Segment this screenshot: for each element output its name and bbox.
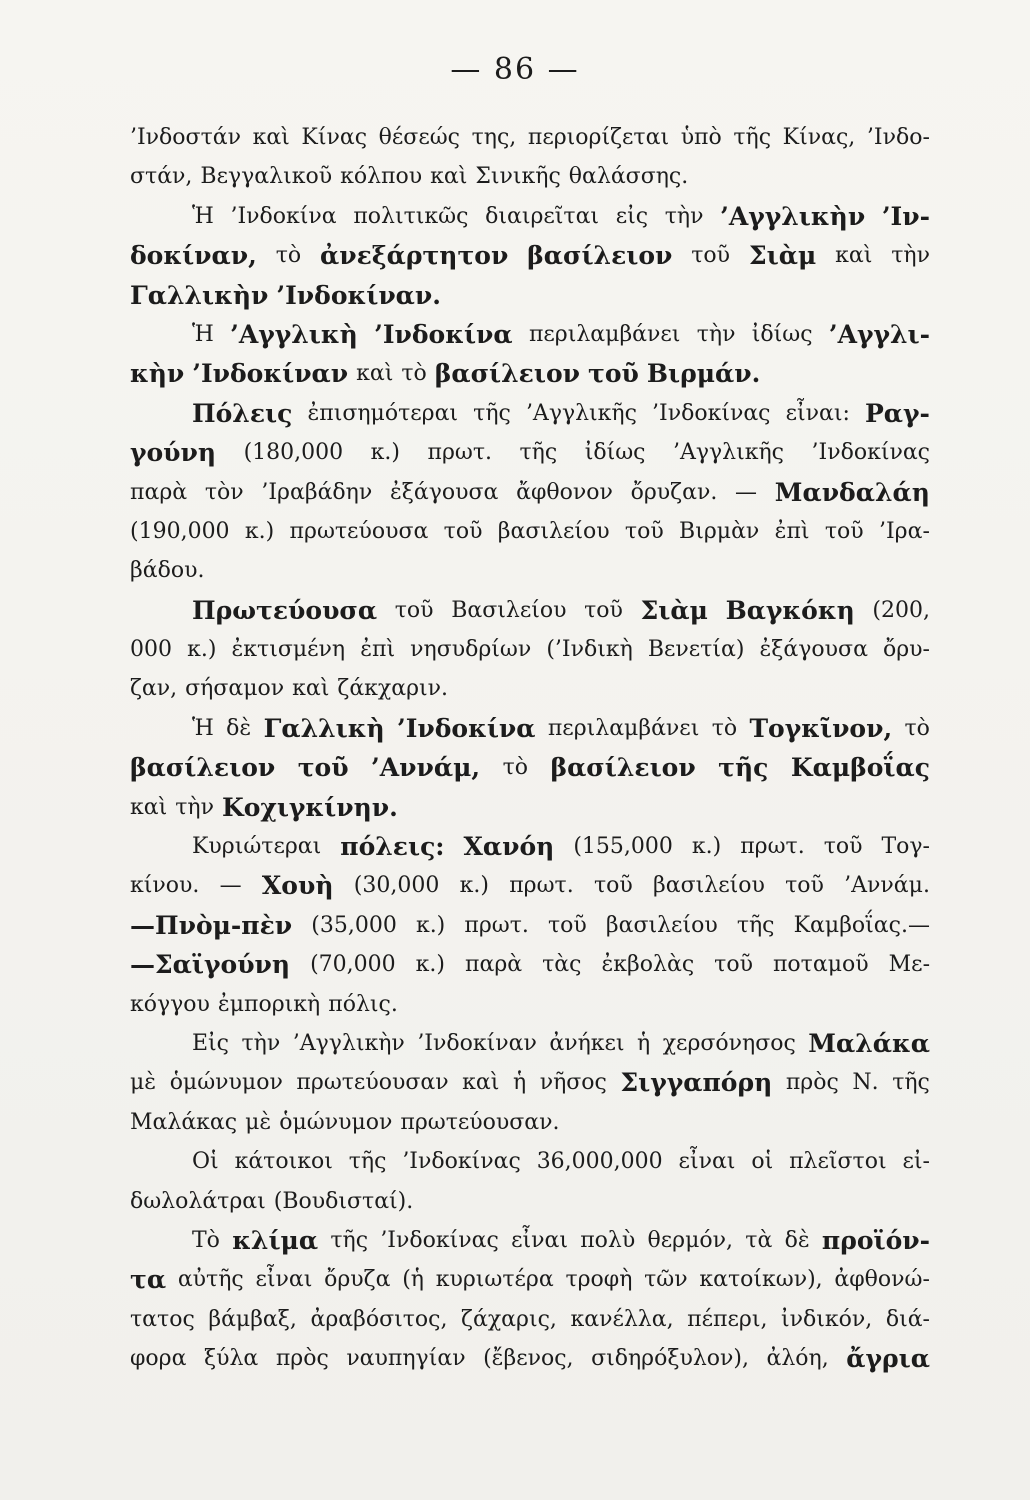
word: τοῦ — [584, 597, 623, 623]
word: (190,000 — [130, 518, 230, 544]
text-line — [130, 827, 930, 866]
word: πρὸς — [275, 1346, 329, 1372]
word: Καμβοΐας.— — [793, 912, 930, 938]
word: Χουὴ — [261, 871, 334, 901]
word: καὶ — [430, 164, 468, 190]
word: Πρωτεύουσα — [192, 595, 378, 625]
word: βάδου. — [130, 558, 205, 584]
word: ἐπὶ — [360, 637, 396, 663]
word: τα — [130, 1265, 167, 1295]
word: τοῦ — [624, 518, 664, 544]
word: 36,000,000 — [536, 1149, 663, 1175]
word: — — [735, 479, 758, 505]
word: κατοίκων), — [699, 1267, 823, 1293]
word: τῆς — [348, 1149, 387, 1175]
word: Κοχιγκίνην. — [221, 792, 398, 822]
word: (ἔβενος, — [483, 1346, 574, 1372]
word: (Βουδισταί). — [273, 1188, 414, 1214]
text-line — [130, 551, 930, 590]
text-line — [130, 985, 930, 1024]
word: ’Αγγλικῆς — [673, 440, 784, 466]
word: ’Αγγλι- — [828, 319, 930, 349]
word: Τογκῖνον, — [749, 713, 893, 743]
word: τοῦ — [297, 753, 349, 783]
word: κ.) — [691, 834, 722, 860]
word: περιορίζεται — [527, 125, 670, 150]
word: ἐκτισμένη — [231, 637, 346, 663]
word: ὁμώνυμον — [169, 1070, 283, 1096]
word: ’Ινδοκίναν. — [276, 280, 441, 310]
word: καὶ — [356, 361, 394, 387]
word: πρωτ. — [427, 440, 492, 466]
word: ὁμώνυμον — [279, 1109, 393, 1135]
word: τὰς — [542, 952, 582, 978]
word: κλίμα — [232, 1225, 319, 1255]
word: Ραγ- — [865, 398, 930, 428]
word: Τογ- — [881, 834, 930, 860]
word: Κίνας, — [782, 125, 856, 150]
word: ἐμπορικὴ — [217, 991, 321, 1017]
word: Βαγκόκη — [725, 595, 855, 625]
word: τοῦ — [394, 597, 434, 623]
word: κάτοικοι — [234, 1149, 333, 1175]
word: τὴν — [664, 203, 704, 229]
word: Οἱ — [192, 1149, 219, 1175]
word: —Πνὸμ-πὲν — [130, 910, 293, 940]
word: τοῦ — [823, 834, 863, 860]
word: καὶ — [292, 676, 330, 702]
word: τὰ — [745, 1227, 773, 1253]
word: πρὸς — [785, 1070, 839, 1096]
word: ’Ινδοκίνα — [396, 713, 536, 743]
word: αὐτῆς — [177, 1267, 244, 1293]
word: ’Αννάμ, — [371, 753, 481, 783]
text-line — [130, 512, 930, 551]
word: ’Αγγλικὴν — [720, 201, 866, 231]
word: σιδηρόξυλον), — [591, 1346, 749, 1372]
word: τὸ — [275, 243, 302, 269]
word: Χανόη — [463, 832, 555, 862]
word: ἐκβολὰς — [601, 952, 695, 978]
word: πέπερι, — [687, 1306, 768, 1332]
word: δοκίναν, — [130, 241, 257, 271]
text-line — [130, 197, 930, 236]
word: 000 — [130, 637, 172, 663]
word: γούνη — [130, 438, 217, 468]
word: τοῦ — [824, 518, 864, 544]
text-line — [130, 315, 930, 354]
word: τῆς — [330, 1227, 369, 1253]
word: Βιρμάν. — [646, 359, 761, 389]
word: τὴν — [696, 321, 736, 347]
word: Σιὰμ — [640, 595, 708, 625]
word: κ.) — [187, 637, 217, 663]
word: Ἡ — [192, 203, 214, 229]
word: ’Αννάμ. — [844, 873, 930, 899]
word: βασιλείου — [497, 518, 610, 544]
word: Σινικῆς — [475, 164, 561, 190]
word: καὶ — [130, 794, 168, 820]
word: ἡ — [637, 1030, 651, 1056]
text-line — [130, 709, 930, 748]
word: ἀνεξάρτητον — [320, 241, 509, 271]
word: νῆσος — [539, 1070, 607, 1096]
word: διαιρεῖται — [485, 203, 600, 229]
word: εἶναι — [255, 1267, 313, 1293]
word: καὶ — [462, 1070, 500, 1096]
word: πρωτ. — [509, 873, 574, 899]
word: θέσεώς — [378, 125, 460, 150]
word: τῆς — [736, 912, 775, 938]
word: κ.) — [415, 952, 445, 978]
word: εἶναι: — [785, 400, 850, 426]
word: νησυδρίων — [410, 637, 532, 663]
word: ὄρυζαν. — [630, 479, 718, 505]
word: μὲ — [130, 1070, 157, 1096]
text-line — [130, 788, 930, 827]
word: ’Ινδοκίνας — [380, 1227, 499, 1253]
word: κ.) — [459, 873, 489, 899]
text-line — [130, 1300, 930, 1339]
text-line — [130, 1339, 930, 1378]
word: τὸ — [711, 715, 738, 741]
word: δωλολάτραι — [130, 1188, 266, 1214]
word: (ἡ — [402, 1267, 424, 1293]
text-line — [130, 473, 930, 512]
word: Ἡ — [192, 321, 214, 347]
word: τῆς — [519, 440, 558, 466]
word: ’Αγγλικῆς — [525, 400, 637, 426]
word: τατος — [130, 1306, 195, 1332]
word: πρωτ. — [464, 912, 529, 938]
word: χερσόνησος — [662, 1030, 796, 1056]
text-line — [130, 1260, 930, 1299]
word: ’Ιν- — [881, 201, 930, 231]
word: ζάκχαριν. — [337, 676, 449, 702]
word: ἐξάγουσα — [759, 637, 868, 663]
word: ’Ινδοκίνας — [402, 1149, 521, 1175]
word: ἐπισημότεραι — [307, 400, 459, 426]
word: ὄρυζα — [324, 1267, 391, 1293]
word: βασίλειον — [434, 359, 580, 389]
word: τῆς — [718, 753, 769, 783]
word: τὸ — [904, 715, 930, 741]
word: βασιλείου — [605, 912, 718, 938]
text-line — [130, 1221, 930, 1260]
word: κίνου. — [130, 873, 200, 899]
word: ’Ινδοστάν — [130, 125, 241, 150]
word: Εἰς — [192, 1030, 230, 1056]
word: φορα — [130, 1346, 187, 1372]
word: Ἡ — [192, 715, 214, 741]
text-line — [130, 1182, 930, 1221]
word: Γαλλικὴν — [130, 280, 269, 310]
word: εἶναι — [511, 1227, 568, 1253]
word: τροφὴ — [565, 1267, 633, 1293]
word: ὑπὸ — [680, 125, 722, 150]
word: ζάχαρις, — [461, 1306, 557, 1332]
text-line — [130, 945, 930, 984]
word: ἀνήκει — [549, 1030, 625, 1056]
word: παρὰ — [465, 952, 523, 978]
word: περιλαμβάνει — [547, 715, 700, 741]
text-line — [130, 591, 930, 630]
text-line — [130, 433, 930, 472]
word: (155,000 — [573, 834, 673, 860]
word: κὴν — [130, 359, 185, 389]
word: ’Ινδοκίνας — [811, 440, 930, 466]
text-line — [130, 1024, 930, 1063]
word: ἐπὶ — [774, 518, 810, 544]
word: ἰδίως — [584, 440, 646, 466]
word: ἄγρια — [846, 1344, 930, 1374]
word: ὄρυ- — [883, 637, 930, 663]
text-line — [130, 906, 930, 945]
word: εἰς — [615, 203, 649, 229]
word: τοῦ — [785, 873, 824, 899]
word: ’Αγγλικὴ — [230, 319, 358, 349]
text-line — [130, 1063, 930, 1102]
word: κ.) — [244, 518, 275, 544]
word: ναυπηγίαν — [346, 1346, 466, 1372]
word: Κυριώτεραι — [192, 834, 322, 860]
page-number: — 86 — — [450, 52, 580, 87]
word: ’Ιραβάδην — [261, 479, 373, 505]
word: Κίνας — [301, 125, 368, 150]
word: Γαλλικὴ — [263, 713, 385, 743]
word: βασίλειον — [130, 753, 276, 783]
word: ’Ινδοκίνα — [374, 319, 513, 349]
word: της, — [471, 125, 517, 150]
word: Βασιλείου — [451, 597, 567, 623]
word: πρωτεύουσαν — [296, 1070, 449, 1096]
word: μὲ — [245, 1109, 272, 1135]
word: κόλπου — [340, 164, 423, 190]
word: τὸ — [502, 755, 528, 781]
word: (180,000 — [243, 440, 344, 466]
word: ἄφθονον — [516, 479, 613, 505]
word: ποταμοῦ — [772, 952, 869, 978]
word: βασιλείου — [653, 873, 765, 899]
word: τῆς — [892, 1070, 930, 1096]
word: Ν. — [852, 1070, 879, 1096]
word: —Σαϊγούνη — [130, 950, 291, 980]
word: οἱ — [751, 1149, 774, 1175]
text-line — [130, 157, 930, 196]
word: καὶ — [252, 125, 290, 150]
word: Βεγγαλικοῦ — [200, 164, 333, 190]
word: Μανδαλάη — [774, 477, 930, 507]
word: τοῦ — [588, 359, 639, 389]
word: (35,000 — [311, 912, 397, 938]
word: τὴν — [241, 1030, 281, 1056]
word: εἶναι — [678, 1149, 736, 1175]
word: κ.) — [370, 440, 400, 466]
text-line — [130, 630, 930, 669]
body-text — [130, 118, 930, 1379]
word: Καμβοΐας — [790, 753, 930, 783]
word: ἡ — [512, 1070, 527, 1096]
word: βασίλειον — [550, 753, 696, 783]
word: πόλις. — [328, 991, 398, 1017]
word: ’Ινδο- — [866, 125, 930, 150]
text-line — [130, 354, 930, 393]
word: διά- — [885, 1306, 930, 1332]
text-line — [130, 866, 930, 905]
word: πρωτεύουσα — [289, 518, 429, 544]
text-line — [130, 1142, 930, 1181]
word: ἀλόη, — [766, 1346, 829, 1372]
word: στάν, — [130, 164, 193, 190]
word: Μαλάκας — [130, 1109, 238, 1135]
word: ἐξάγουσα — [389, 479, 499, 505]
text-line — [130, 394, 930, 433]
word: προϊόν- — [821, 1225, 930, 1255]
word: κυριωτέρα — [435, 1267, 554, 1293]
word: τῶν — [644, 1267, 688, 1293]
word: παρὰ — [130, 479, 188, 505]
word: ξύλα — [203, 1346, 259, 1372]
word: Σιγγαπόρη — [620, 1068, 773, 1098]
word: ’Ινδοκίναν — [192, 359, 349, 389]
word: καὶ — [835, 243, 873, 269]
word: ἀραβόσιτος, — [310, 1306, 448, 1332]
word: πρωτ. — [740, 834, 805, 860]
word: ἰδίως — [751, 321, 813, 347]
word: κόγγου — [130, 991, 210, 1017]
word: τὴν — [891, 243, 930, 269]
word: Πόλεις — [192, 398, 293, 428]
word: Μαλάκα — [808, 1028, 930, 1058]
word: Βιρμὰν — [679, 518, 760, 544]
word: τὸ — [401, 361, 427, 387]
word: ’Ινδοκίνας — [652, 400, 771, 426]
word: περιλαμβάνει — [528, 321, 681, 347]
word: ἰνδικόν, — [781, 1306, 873, 1332]
text-line — [130, 276, 930, 315]
word: (30,000 — [353, 873, 440, 899]
word: (’Ινδικὴ — [546, 637, 633, 663]
word: πρωτεύουσαν. — [400, 1109, 560, 1135]
word: πόλεις: — [340, 832, 445, 862]
word: (70,000 — [310, 952, 396, 978]
text-line — [130, 669, 930, 708]
word: ’Ιρα- — [878, 518, 930, 544]
word: ’Αγγλικὴν — [292, 1030, 405, 1056]
word: κανέλλα, — [570, 1306, 674, 1332]
word: εἰ- — [902, 1149, 930, 1175]
word: δὲ — [784, 1227, 810, 1253]
word: τοῦ — [547, 912, 587, 938]
word: τοῦ — [691, 243, 731, 269]
word: ’Ινδοκίνα — [230, 203, 337, 229]
word: πλεῖστοι — [789, 1149, 887, 1175]
word: ἀφθονώ- — [834, 1267, 930, 1293]
word: πολιτικῶς — [353, 203, 469, 229]
word: Τὸ — [192, 1227, 220, 1253]
word: τὸν — [204, 479, 244, 505]
word: τὴν — [175, 794, 214, 820]
word: βασίλειον — [527, 241, 673, 271]
word: — — [219, 873, 242, 899]
text-line — [130, 1103, 930, 1142]
word: Σιὰμ — [748, 241, 817, 271]
word: ’Ινδοκίναν — [417, 1030, 537, 1056]
word: τῆς — [733, 125, 772, 150]
word: κ.) — [415, 912, 446, 938]
word: τοῦ — [443, 518, 483, 544]
word: θαλάσσης. — [568, 164, 689, 190]
word: Με- — [888, 952, 930, 978]
word: Βενετία) — [647, 637, 745, 663]
text-line — [130, 118, 930, 157]
word: σήσαμον — [185, 676, 285, 702]
word: πολὺ — [580, 1227, 636, 1253]
word: δὲ — [226, 715, 252, 741]
word: τῆς — [473, 400, 511, 426]
text-line — [130, 748, 930, 787]
word: ζαν, — [130, 676, 178, 702]
word: τοῦ — [714, 952, 753, 978]
word: θερμόν, — [647, 1227, 734, 1253]
word: τοῦ — [593, 873, 633, 899]
word: βάμβαξ, — [208, 1306, 297, 1332]
text-line — [130, 236, 930, 275]
word: (200, — [872, 597, 930, 623]
